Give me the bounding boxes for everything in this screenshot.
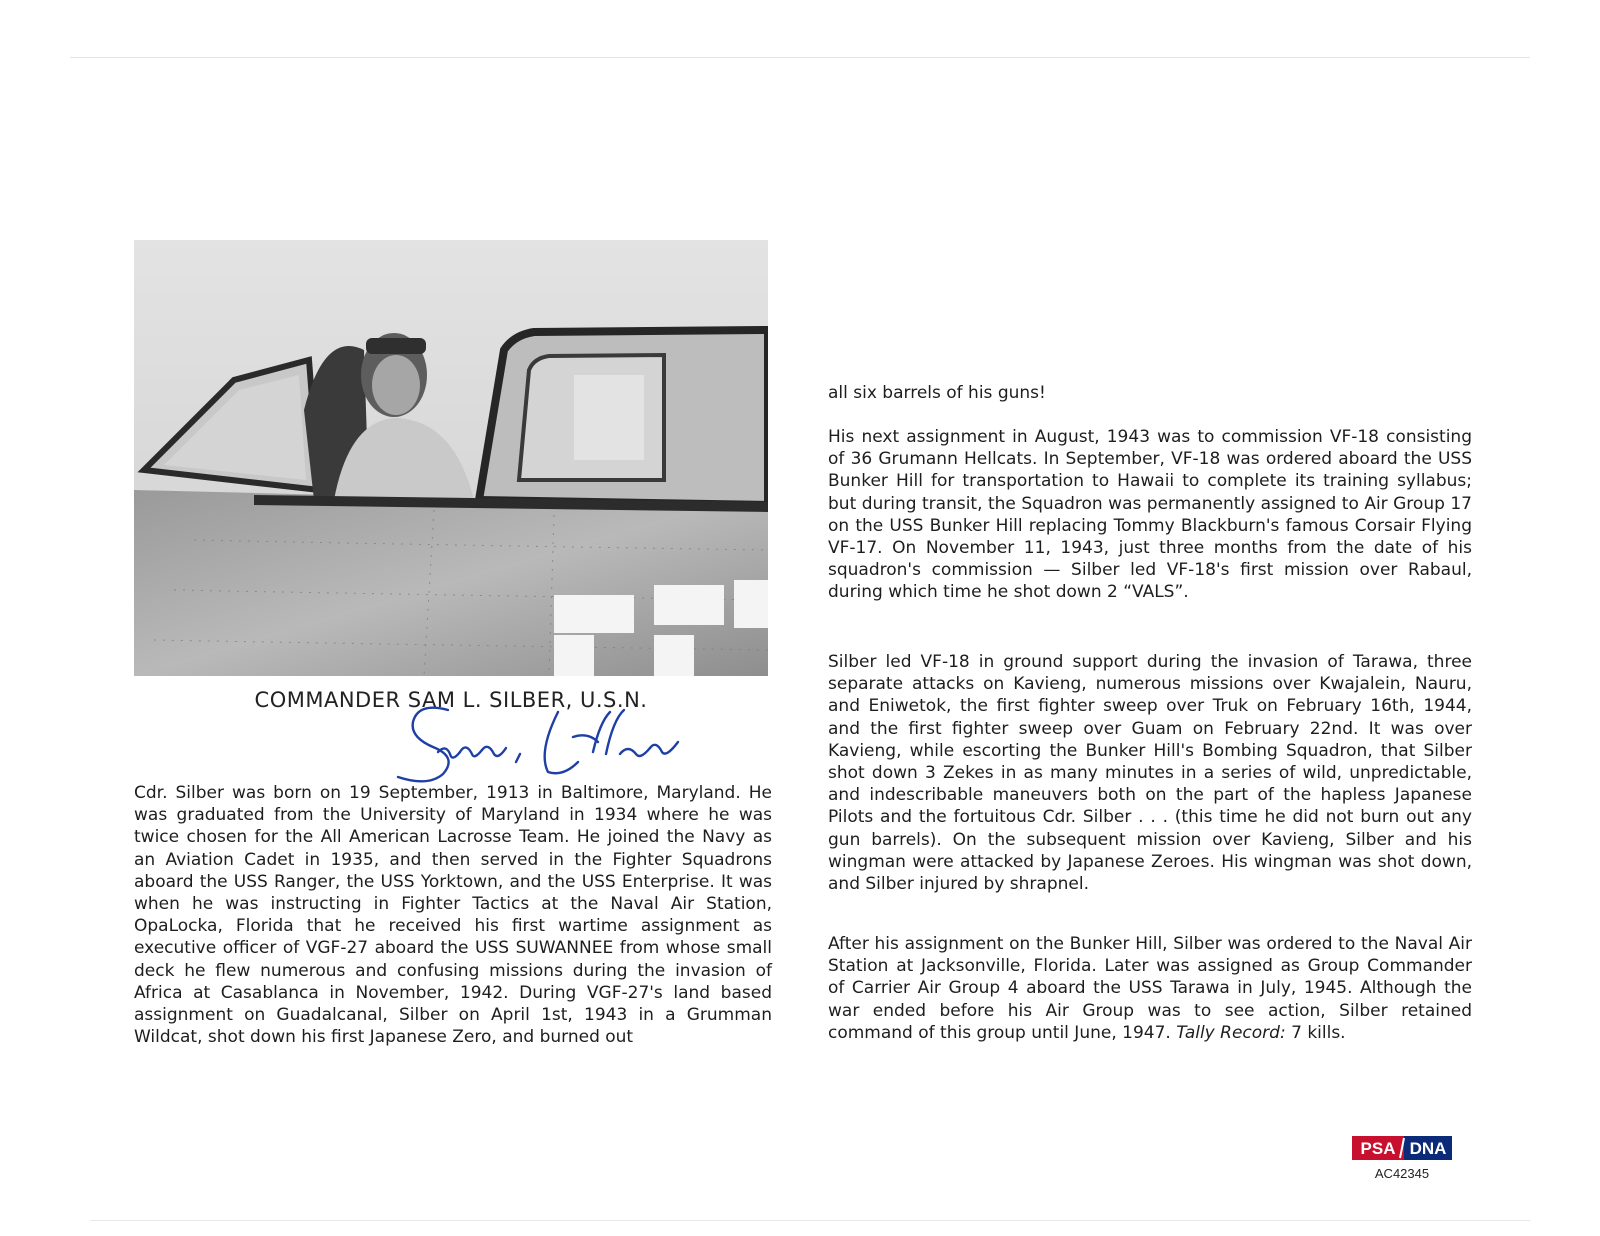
photo-illustration — [134, 240, 768, 676]
biography-paragraph-4-block — [828, 933, 1472, 1044]
top-edge-line — [70, 57, 1530, 58]
authentication-logo — [1352, 1136, 1452, 1160]
biography-paragraph-4 — [828, 933, 1472, 1044]
tally-record-label: Tally Record: — [1176, 1022, 1286, 1043]
biography-paragraph-3: Silber led VF-18 in ground support during the invasion of Tarawa, three separate attacks on Kavieng, numerous missions over Kwajalein, Nauru, and Eniwetok, the first fighter sweep over Truk on February 16th, 1944, and the first fighter sweep over Guam on February 22nd. It was over Kavieng, while escorting the Bunker Hill's Bombing Squadron, that Silber shot down 3 Zekes in as many minutes in a series of wild, unpredictable, and indescribable maneuvers both on the part of the hapless Japanese Pilots and the fortuitous Cdr. Silber . . . (this time he did not burn out any gun barrels). On the subsequent mission over Kavieng, Silber and his wingman were attacked by Japanese Zeroes. His wingman was shot down, and Silber injured by shrapnel. — [828, 652, 1472, 895]
continuation-text: all six barrels of his guns! — [828, 383, 1046, 403]
biography-paragraph-1: Cdr. Silber was born on 19 September, 1913 in Baltimore, Maryland. He was graduated from the University of Maryland in 1934 where he was twice chosen for the All American Lacrosse Team. He joined the Navy as an Aviation Cadet in 1935, and then served in the Fighter Squadrons aboard the USS Ranger, the USS Yorktown, and the USS Enterprise. It was when he was instructing in Fighter Tactics at the Naval Air Station, OpaLocka, Florida that he received his first wartime assignment as executive officer of VGF-27 aboard the USS SUWANNEE from whose small deck he flew numerous and confusing missions during the invasion of Africa at Casablanca in November, 1942. During VGF-27's land based assignment on Guadalcanal, Silber on April 1st, 1943 in a Grumman Wildcat, shot down his first Japanese Zero, and burned out — [134, 783, 772, 1048]
handwritten-signature — [388, 692, 708, 792]
paragraph-4-text: After his assignment on the Bunker Hill, Silber was ordered to the Naval Air Station at Jacksonville, Florida. Later was assigned as Group Commander of Carrier Air Group 4 aboard the USS Tarawa in July, 1945. Although the war ended before his Air Group was to see action, Silber retained command of this group until June, 1947. — [828, 934, 1472, 1043]
svg-text:DNA: DNA — [1409, 1139, 1447, 1158]
bottom-edge-line — [90, 1220, 1530, 1221]
signature-icon — [388, 692, 708, 792]
tally-record-value: 7 kills. — [1291, 1022, 1346, 1043]
svg-text:PSA: PSA — [1360, 1139, 1396, 1158]
biography-paragraph-3-block — [828, 651, 1472, 895]
psa-dna-logo-icon — [1352, 1136, 1452, 1160]
biography-continuation — [828, 382, 1472, 404]
pilot-in-cockpit-photo — [134, 240, 768, 676]
biography-left-column — [134, 782, 772, 1048]
biography-paragraph-2-block — [828, 426, 1472, 604]
biography-paragraph-2: His next assignment in August, 1943 was to commission VF-18 consisting of 36 Grumann Hellcats. In September, VF-18 was ordered aboard the USS Bunker Hill for transportation to Hawaii to complete its training syllabus; but during transit, the Squadron was permanently assigned to Air Group 17 on the USS Bunker Hill replacing Tommy Blackburn's famous Corsair Flying VF-17. On November 11, 1943, just three months from the date of his squadron's commission — Silber led VF-18's first mission over Rabaul, during which time he shot down 2 “VALS”. — [828, 427, 1472, 603]
photo-caption: COMMANDER SAM L. SILBER, U.S.N. — [254, 688, 648, 712]
authentication-code: AC42345 — [1374, 1166, 1430, 1181]
